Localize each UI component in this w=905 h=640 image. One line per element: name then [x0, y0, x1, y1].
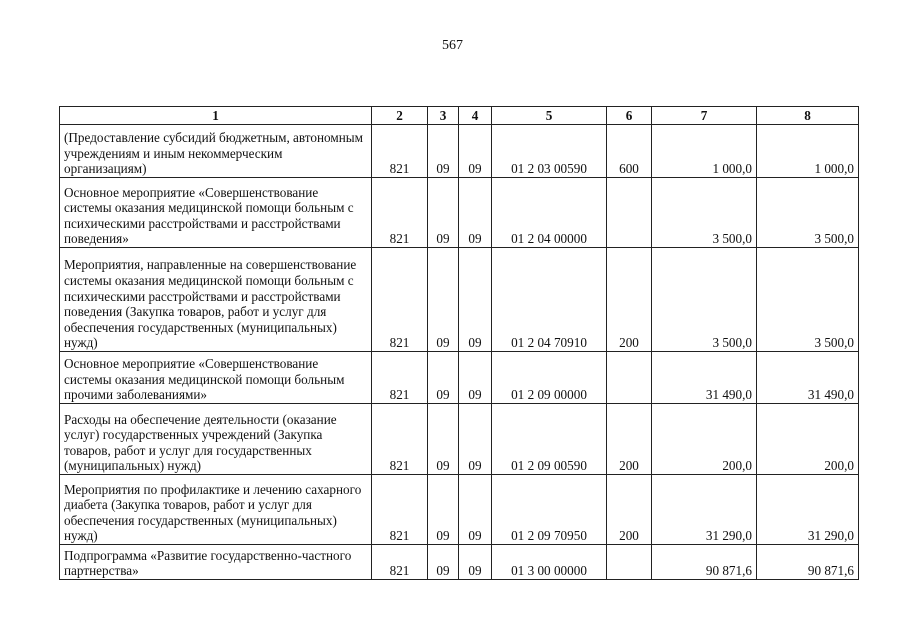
row-section-code: 09: [428, 404, 459, 475]
budget-table: [59, 106, 859, 580]
row-amount-7: 90 871,6: [652, 545, 757, 580]
row-amount-7: 1 000,0: [652, 125, 757, 178]
page-number: 567: [442, 38, 463, 53]
row-target-article: 01 2 04 00000: [492, 178, 607, 248]
row-section-code: 09: [428, 475, 459, 545]
row-target-article: 01 2 09 00000: [492, 352, 607, 404]
row-ministry-code: 821: [372, 352, 428, 404]
table-row: [60, 475, 859, 545]
row-ministry-code: 821: [372, 404, 428, 475]
row-target-article: 01 2 04 70910: [492, 248, 607, 352]
row-subsection-code: 09: [459, 125, 492, 178]
row-amount-7: 31 490,0: [652, 352, 757, 404]
row-ministry-code: 821: [372, 545, 428, 580]
row-ministry-code: 821: [372, 475, 428, 545]
row-description: Расходы на обеспечение деятельности (оказание услуг) государственных учреждений (Закупка товаров, работ и услуг для государственных (муниципальных) нужд): [60, 404, 372, 475]
row-amount-7: 31 290,0: [652, 475, 757, 545]
header-col-8: 8: [757, 107, 859, 125]
header-col-5: 5: [492, 107, 607, 125]
row-section-code: 09: [428, 125, 459, 178]
row-expense-type: [607, 178, 652, 248]
table-row: [60, 248, 859, 352]
row-description: (Предоставление субсидий бюджетным, автономным учреждениям и иным некоммерческим организациям): [60, 125, 372, 178]
table-row: [60, 125, 859, 178]
row-section-code: 09: [428, 352, 459, 404]
row-target-article: 01 2 03 00590: [492, 125, 607, 178]
table-row: [60, 545, 859, 580]
row-subsection-code: 09: [459, 545, 492, 580]
row-ministry-code: 821: [372, 178, 428, 248]
row-expense-type: 200: [607, 475, 652, 545]
header-col-7: 7: [652, 107, 757, 125]
table-body: [60, 125, 859, 580]
header-col-1: 1: [60, 107, 372, 125]
table-row: [60, 178, 859, 248]
row-subsection-code: 09: [459, 248, 492, 352]
row-amount-8: 3 500,0: [757, 178, 859, 248]
row-amount-8: 200,0: [757, 404, 859, 475]
header-row: [60, 107, 859, 125]
row-ministry-code: 821: [372, 125, 428, 178]
row-target-article: 01 2 09 70950: [492, 475, 607, 545]
row-amount-8: 31 490,0: [757, 352, 859, 404]
row-amount-7: 3 500,0: [652, 248, 757, 352]
header-col-3: 3: [428, 107, 459, 125]
table-row: [60, 404, 859, 475]
row-section-code: 09: [428, 545, 459, 580]
row-expense-type: [607, 545, 652, 580]
header-col-4: 4: [459, 107, 492, 125]
row-target-article: 01 3 00 00000: [492, 545, 607, 580]
row-target-article: 01 2 09 00590: [492, 404, 607, 475]
row-section-code: 09: [428, 248, 459, 352]
row-expense-type: 600: [607, 125, 652, 178]
row-amount-8: 3 500,0: [757, 248, 859, 352]
row-amount-8: 31 290,0: [757, 475, 859, 545]
row-description: Основное мероприятие «Совершенствование системы оказания медицинской помощи больным прочими заболеваниями»: [60, 352, 372, 404]
row-amount-8: 1 000,0: [757, 125, 859, 178]
row-expense-type: 200: [607, 248, 652, 352]
row-subsection-code: 09: [459, 404, 492, 475]
row-section-code: 09: [428, 178, 459, 248]
row-description: Подпрограмма «Развитие государственно-частного партнерства»: [60, 545, 372, 580]
row-subsection-code: 09: [459, 352, 492, 404]
row-amount-8: 90 871,6: [757, 545, 859, 580]
row-ministry-code: 821: [372, 248, 428, 352]
row-description: Мероприятия по профилактике и лечению сахарного диабета (Закупка товаров, работ и услуг для обеспечения государственных (муниципальных) нужд): [60, 475, 372, 545]
table-header: [60, 107, 859, 125]
row-description: Основное мероприятие «Совершенствование системы оказания медицинской помощи больным с психическими расстройствами и расстройствами поведения»: [60, 178, 372, 248]
header-col-6: 6: [607, 107, 652, 125]
row-description: Мероприятия, направленные на совершенствование системы оказания медицинской помощи больным с психическими расстройствами и расстройствами поведения (Закупка товаров, работ и услуг для обеспечения государственных (муниципальных) нужд): [60, 248, 372, 352]
row-amount-7: 200,0: [652, 404, 757, 475]
row-expense-type: 200: [607, 404, 652, 475]
row-subsection-code: 09: [459, 178, 492, 248]
row-expense-type: [607, 352, 652, 404]
header-col-2: 2: [372, 107, 428, 125]
row-amount-7: 3 500,0: [652, 178, 757, 248]
row-subsection-code: 09: [459, 475, 492, 545]
table-row: [60, 352, 859, 404]
